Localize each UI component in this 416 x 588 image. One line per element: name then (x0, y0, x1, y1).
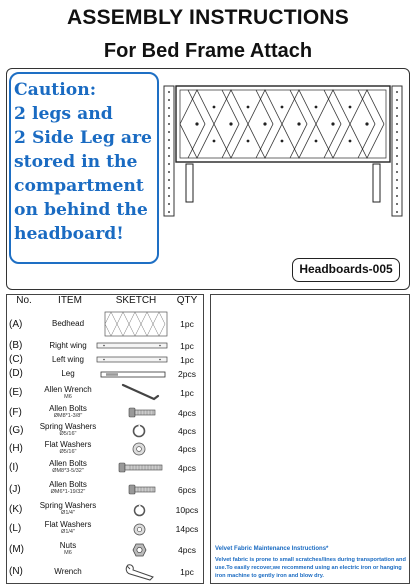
row-item-name: Flat Washers Ø1/4" (26, 520, 110, 536)
wing-bar-sketch-icon (96, 342, 168, 349)
row-item-name: Spring Washers Ø1/4" (26, 501, 110, 517)
row-item-spec: Ø5/16" (59, 449, 77, 455)
row-qty: 2pcs (178, 369, 196, 379)
row-item-name: Allen Bolts ØM8*3-5/32" (26, 459, 110, 475)
row-item-name: Nuts M6 (26, 541, 110, 557)
table-row (6, 353, 204, 366)
spring-washer-sketch-icon (133, 504, 146, 517)
leg-bar-sketch-icon (100, 371, 166, 378)
row-qty: 4pcs (178, 444, 196, 454)
row-label: (N) (9, 566, 23, 577)
row-qty: 14pcs (175, 524, 199, 534)
wrench-sketch-icon (124, 562, 160, 582)
row-item-spec: Ø1/4" (61, 529, 75, 535)
table-row (6, 339, 204, 352)
table-row (6, 501, 204, 519)
flat-washer-sketch-icon (132, 523, 147, 536)
caution-line: Caution: (14, 80, 97, 100)
row-label: (H) (9, 443, 23, 454)
table-row (6, 404, 204, 421)
table-row (6, 561, 204, 582)
bolt-sketch-icon (128, 484, 158, 495)
row-item-spec: ØM6*1-19/32" (50, 489, 86, 495)
row-label: (G) (9, 425, 24, 436)
row-item-spec: M6 (64, 550, 72, 556)
row-item-name: Spring Washers Ø5/16" (26, 422, 110, 438)
row-item-spec: ØM8*1-3/8" (53, 413, 83, 419)
row-item-name: Allen Bolts ØM8*1-3/8" (26, 404, 110, 420)
table-row (6, 382, 204, 403)
flat-washer-sketch-icon (131, 442, 147, 456)
caution-line: 2 legs and (14, 104, 113, 124)
row-label: (I) (9, 462, 19, 473)
table-row (6, 422, 204, 439)
row-item-name: Bedhead (51, 319, 85, 328)
caution-line: 2 Side Leg are (14, 128, 152, 148)
row-item-spec: Ø1/4" (61, 510, 75, 516)
row-item-name: Allen Wrench M6 (26, 385, 110, 401)
row-label: (C) (9, 354, 23, 365)
row-qty: 1pc (180, 388, 194, 398)
long-bolt-sketch-icon (118, 462, 164, 473)
row-qty: 4pcs (178, 463, 196, 473)
row-qty: 1pc (180, 319, 194, 329)
fabric-care-title: Velvet Fabric Maintenance Instructions* (215, 546, 329, 552)
allen-wrench-sketch-icon (120, 382, 162, 403)
caution-line: stored in the (14, 152, 138, 172)
row-qty: 1pc (180, 341, 194, 351)
row-item-name: Right wing (49, 341, 87, 350)
row-label: (D) (9, 368, 23, 379)
row-label: (M) (9, 544, 24, 555)
row-item-name: Flat Washers Ø5/16" (26, 440, 110, 456)
row-qty: 10pcs (175, 505, 199, 515)
spring-washer-sketch-icon (132, 424, 146, 438)
tufted-headboard-sketch-icon (104, 311, 168, 337)
caution-line: compartment (14, 176, 144, 196)
col-header-qty: QTY (176, 295, 198, 306)
row-item-name: Wrench (54, 567, 82, 576)
row-item-name: Left wing (51, 355, 85, 364)
headboard-illustration (162, 80, 404, 220)
row-item-spec: Ø5/16" (59, 431, 77, 437)
bolt-sketch-icon (128, 407, 158, 418)
table-row (6, 540, 204, 559)
table-row (6, 458, 204, 477)
row-label: (K) (9, 504, 23, 515)
table-row (6, 440, 204, 457)
parts-table-header (6, 295, 204, 309)
row-item-spec: M6 (64, 394, 72, 400)
hex-nut-sketch-icon (132, 543, 147, 557)
row-label: (A) (9, 319, 23, 330)
wing-bar-sketch-icon (96, 356, 168, 363)
row-item-name: Leg (61, 369, 75, 378)
row-label: (B) (9, 340, 23, 351)
row-qty: 1pc (180, 567, 194, 577)
row-qty: 1pc (180, 355, 194, 365)
col-header-item: ITEM (58, 295, 82, 306)
caution-line: on behind the (14, 200, 148, 220)
row-label: (E) (9, 387, 23, 398)
row-qty: 4pcs (178, 408, 196, 418)
caution-box (9, 72, 159, 264)
row-item-name: Allen Bolts ØM6*1-19/32" (26, 480, 110, 496)
row-qty: 6pcs (178, 485, 196, 495)
row-label: (J) (9, 484, 21, 495)
document-subtitle: For Bed Frame Attach (103, 40, 313, 62)
col-header-sketch: SKETCH (115, 295, 157, 306)
row-label: (L) (9, 523, 22, 534)
document-title: ASSEMBLY INSTRUCTIONS (67, 6, 349, 29)
fabric-care-panel (210, 294, 410, 584)
table-row (6, 310, 204, 338)
model-number-label: Headboards-005 (292, 258, 400, 282)
table-row (6, 520, 204, 538)
row-item-spec: ØM8*3-5/32" (52, 468, 84, 474)
row-label: (F) (9, 407, 22, 418)
row-qty: 4pcs (178, 545, 196, 555)
fabric-care-text: Velvet fabric is prone to small scratches/lines during transportation and use.To easily recover,we recommend using an electric iron or hanging iron machine to gently iron and blow dry. (215, 557, 406, 579)
row-qty: 4pcs (178, 426, 196, 436)
caution-line: headboard! (14, 224, 124, 244)
table-row (6, 479, 204, 499)
col-header-no: No. (16, 295, 32, 306)
table-row (6, 367, 204, 381)
